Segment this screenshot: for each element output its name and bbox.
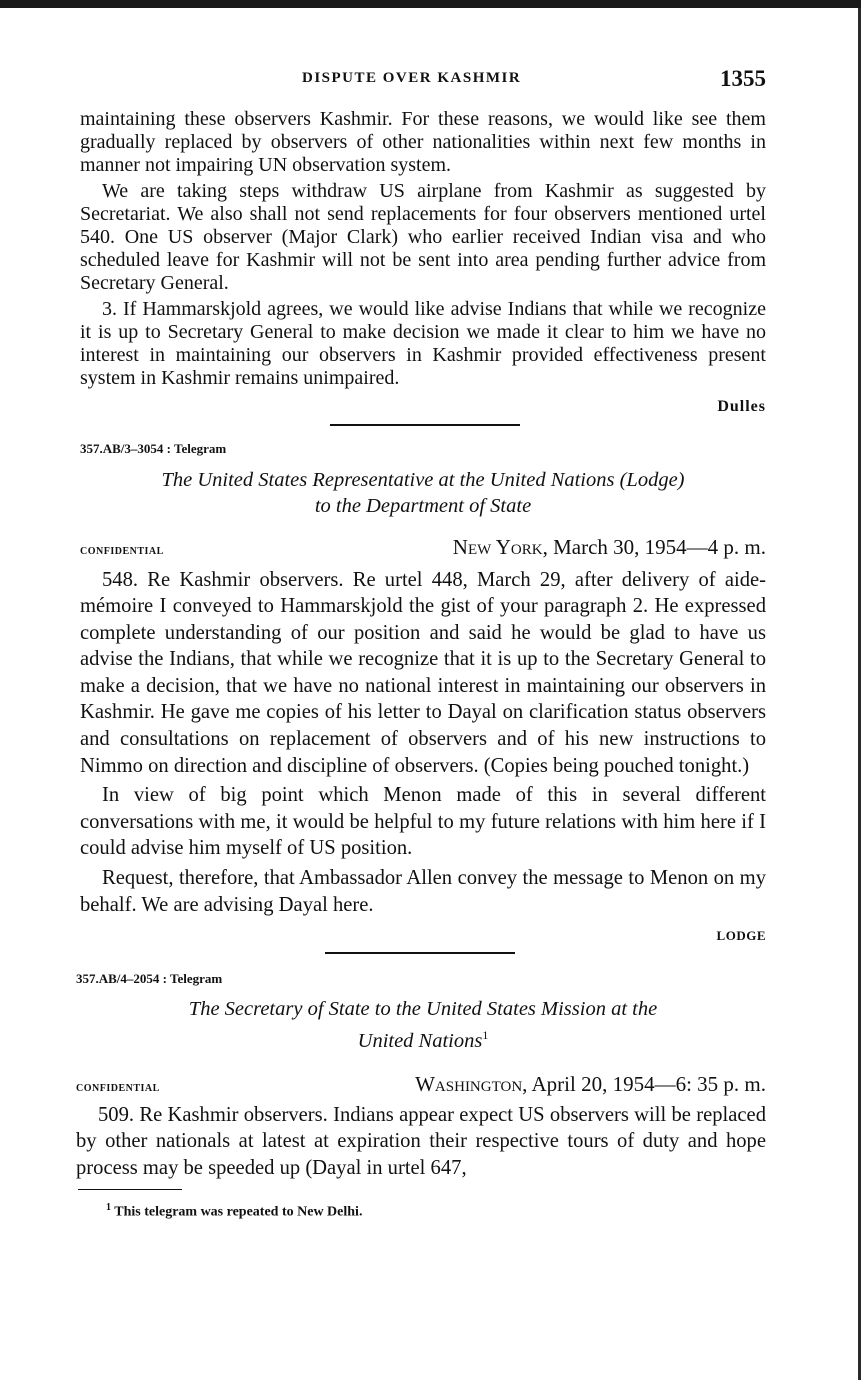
telegram-paragraph: 548. Re Kashmir observers. Re urtel 448, March 29, after delivery of aide-mémoire I conveyed to Hammarskjold the gist of your paragraph 2. He expressed complete understanding of our position and said he would be glad to have us advise the Indians, that while we recognize that it is up to the Secretary General to make a decision, that we have no national interest in maintaining our observers in Kashmir. He gave me copies of his letter to Dayal on clarification status observers and consultations on replacement of observers and of his new instructions to Nimmo on direction and discipline of observers. (Copies being pouched tonight.) [80,568,766,777]
date: April 20, 1954—6: 35 p. m. [531,1071,766,1096]
title-line: The United States Representative at the United Nations (Lodge) [161,468,685,491]
signature-dulles: Dulles [717,398,766,415]
book-page [76,60,766,1221]
telegram-paragraph: Request, therefore, that Ambassador Allen convey the message to Menon on my behalf. We are advising Dayal here. [80,867,766,916]
document-title [80,996,766,1054]
section-divider [325,952,515,954]
footnote-text: This telegram was repeated to New Delhi. [114,1204,363,1220]
footnote-marker: 1 [482,1027,489,1042]
telegram-dulles [76,970,766,1182]
footnote [106,1202,766,1221]
telegram-paragraph: In view of big point which Menon made of this in several different conversations with me, it would be helpful to my future relations with him here if I could advise him myself of US position. [80,784,766,860]
section-divider [330,424,520,426]
running-header [80,60,766,100]
dateline [80,535,766,560]
place: Washington [415,1071,523,1096]
telegram-paragraph: 509. Re Kashmir observers. Indians appear expect US observers will be replaced by other nationals at latest at expiration their respective tours of duty and hope process may be speeded up (Dayal in urtel 647, [76,1103,766,1179]
place: New York [452,534,543,559]
file-code: 357.AB/3–3054 : Telegram [80,440,227,456]
continued-paragraph: We are taking steps withdraw US airplane from Kashmir as suggested by Secretariat. We also shall not send replacements for four observers mentioned urtel 540. One US observer (Major Clark) who earlier received Indian visa and who scheduled leave for Kashmir will not be sent into area pending further advice from Secretary General. [80,180,766,294]
classification: confidential [76,1079,160,1095]
file-code: 357.AB/4–2054 : Telegram [76,970,223,986]
date: March 30, 1954—4 p. m. [553,534,766,559]
scan-top-border [0,0,861,8]
title-line: to the Department of State [314,494,532,517]
place-date: Washington, April 20, 1954—6: 35 p. m. [415,1071,766,1096]
footnote-divider [78,1189,182,1190]
dateline [76,1072,766,1097]
classification: confidential [80,542,164,558]
title-line: United Nations [357,1029,483,1052]
telegram-lodge [80,441,766,947]
running-title: DISPUTE OVER KASHMIR [302,70,522,86]
title-line: The Secretary of State to the United States Mission at the [188,997,658,1020]
footnote-number: 1 [106,1202,111,1214]
continued-paragraph: maintaining these observers Kashmir. For these reasons, we would like see them gradually replaced by observers of other nationalities within next few months in manner not impairing UN observation system. [80,108,766,176]
continued-telegram [80,108,766,416]
continued-paragraph: 3. If Hammarskjold agrees, we would like advise Indians that while we recognize it is up to Secretary General to make decision we made it clear to him we have no interest in maintaining our observers in Kashmir provided effectiveness present system in Kashmir remains unimpaired. [80,298,766,389]
place-date: New York, March 30, 1954—4 p. m. [452,534,766,559]
document-title [80,467,766,519]
signature-lodge: lodge [716,924,766,946]
page-number: 1355 [720,66,766,91]
